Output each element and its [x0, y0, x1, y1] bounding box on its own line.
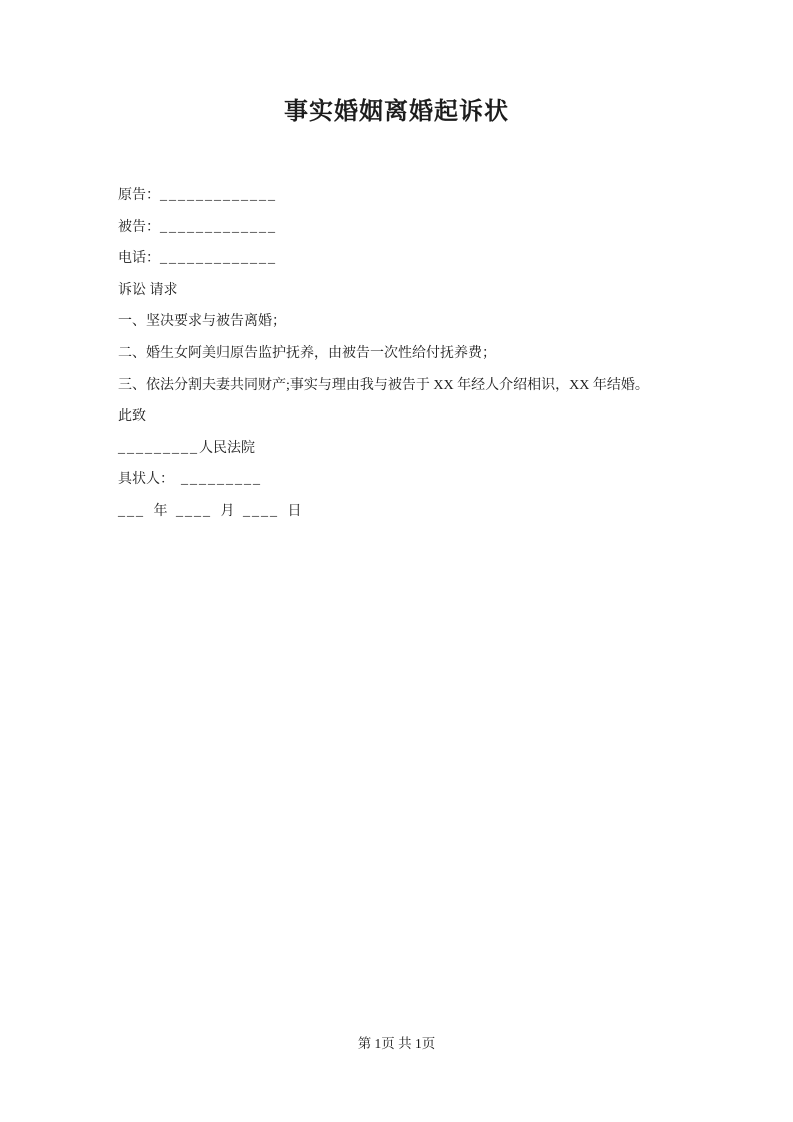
- signer-label: 具状人：: [118, 472, 174, 488]
- claim-item-2: 二、婚生女阿美归原告监护抚养，由被告一次性给付抚养费；: [118, 345, 496, 361]
- signer-line: [118, 464, 753, 496]
- year-label: 年: [153, 503, 168, 519]
- claim-item-3: 三、依法分割夫妻共同财产;事实与理由我与被告于 XX 年经人介绍相识，XX 年结婚。: [118, 377, 649, 393]
- date-line: [118, 496, 753, 528]
- court-line: [118, 433, 753, 465]
- year-blank[interactable]: ___: [118, 503, 145, 519]
- day-blank[interactable]: ____: [243, 503, 279, 519]
- section-heading-claims: 诉讼 请求: [118, 282, 178, 298]
- closing-line: 此致: [118, 409, 146, 425]
- defendant-blank[interactable]: _____________: [160, 219, 277, 235]
- document-title: 事实婚姻离婚起诉状: [284, 99, 509, 125]
- claim-item-1: 一、坚决要求与被告离婚；: [118, 314, 286, 330]
- field-row-plaintiff: [118, 180, 753, 212]
- plaintiff-blank[interactable]: _____________: [160, 188, 277, 203]
- court-name-blank[interactable]: _________: [118, 440, 199, 456]
- plaintiff-label: 原告：: [118, 188, 160, 203]
- page-number-footer: 第 1页 共 1页: [357, 1036, 436, 1051]
- day-label: 日: [287, 503, 302, 519]
- defendant-label: 被告：: [118, 219, 160, 235]
- signer-blank[interactable]: _________: [181, 472, 262, 488]
- month-blank[interactable]: ____: [176, 503, 212, 519]
- field-row-phone: [118, 243, 753, 275]
- phone-blank[interactable]: _____________: [160, 251, 277, 267]
- document-body: [118, 180, 753, 528]
- phone-label: 电话：: [118, 251, 160, 267]
- month-label: 月: [220, 503, 235, 519]
- field-row-defendant: [118, 212, 753, 244]
- court-label: 人民法院: [199, 440, 255, 456]
